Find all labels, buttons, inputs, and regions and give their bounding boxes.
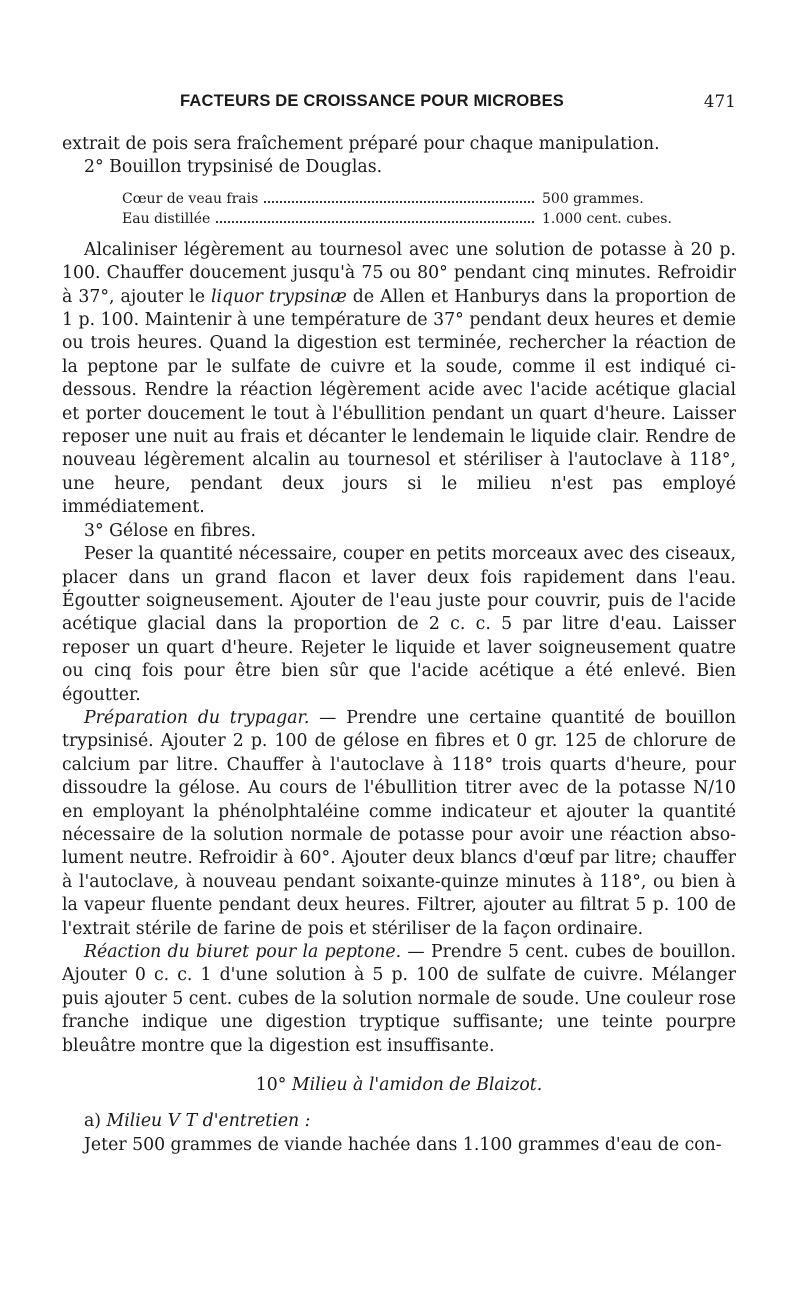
text-run: — Prendre une certaine quantité de bouillon trypsinisé. Ajouter 2 p. 100 de gélose en fibres et 0 gr. 125 de chlorure de calcium par litre. Chauffer à l'autoclave à 118° trois quarts d'heure, pour dissoudre la gélose. Au cours de l'ébullition titrer avec de la potasse N/10 en employant la phénolphtaléine comme indicateur et ajouter la quantité nécessaire de la solution normale de potasse pour avoir une réaction absolument neutre. Refroidir à 60°. Ajouter deux blancs d'œuf par litre; chauffer à l'autoclave, à nouveau pendant soixante-quinze minutes à 118°, ou bien à la vapeur fluente pendant deux heures. Filtrer, ajouter au filtrat 5 p. 100 de l'extrait stérile de farine de pois et stériliser de la façon ordinaire. xyxy=(62,707,736,939)
running-header xyxy=(170,88,740,116)
paragraph-viande: Jeter 500 grammes de viande hachée dans 1.100 grammes d'eau de con- xyxy=(84,1134,722,1155)
italic-run: liquor trypsinæ xyxy=(210,286,347,307)
paragraph-biuret xyxy=(62,941,736,1058)
running-title: FACTEURS DE CROISSANCE POUR MICROBES xyxy=(180,92,564,110)
section-heading xyxy=(62,1074,736,1097)
ingredient-quantity: 500 grammes. xyxy=(542,190,644,207)
item-2-heading: 2° Bouillon trypsinisé de Douglas. xyxy=(84,157,383,178)
dot-leader xyxy=(216,221,534,223)
paragraph-trypagar xyxy=(62,707,736,941)
italic-run: Préparation du trypagar. xyxy=(84,707,310,728)
text-run: a) xyxy=(84,1111,107,1132)
text-run: 10° xyxy=(255,1075,292,1096)
ingredient-label: Cœur de veau frais xyxy=(122,190,259,207)
text-run: — Prendre 5 cent. cubes de bouillon. Ajouter 0 c. c. 1 d'une solution à 5 p. 100 de sulfate de cuivre. Mélanger puis ajouter 5 cent. cubes de la solution normale de soude. Une couleur rose franche indique une digestion tryptique suffisante; une teinte pourpre bleuâtre montre que la digestion est insuffisante. xyxy=(62,942,736,1056)
subsection-a-heading xyxy=(62,1110,736,1133)
table-row xyxy=(122,189,678,209)
italic-run: Milieu à l'amidon de Blaizot. xyxy=(291,1075,543,1096)
italic-run: Réaction du biuret pour la peptone. xyxy=(84,942,402,962)
text-run: de Allen et Hanburys dans la proportion de 1 p. 100. Maintenir à une température de 37° pendant deux heures et demie ou trois heures. Quand la digestion est terminée, rechercher la réaction de la peptone par le sulfate de cuivre et la soude, comme il est indiqué ci-dessous. Rendre la réaction légèrement acide avec l'acide acétique glacial et porter doucement le tout à l'ébullition pendant un quart d'heure. Laisser reposer une nuit au frais et décanter le lendemain le liquide clair. Rendre de nouveau légèrement alcalin au tournesol et stériliser à l'autoclave à 118°, une heure, pendant deux jours si le milieu n'est pas employé immédiatement. xyxy=(62,286,736,518)
page-number: 471 xyxy=(703,92,736,111)
ingredients-table xyxy=(122,189,678,229)
dot-leader xyxy=(264,201,534,203)
italic-run: Milieu V T d'entretien : xyxy=(106,1111,311,1132)
table-row xyxy=(122,209,678,229)
page-body xyxy=(62,133,736,1157)
item-3-heading: 3° Gélose en fibres. xyxy=(84,520,256,541)
text-run: Alcaliniser légèrement au tournesol avec une solution de potasse à 20 p. 100. Chauffer doucement jusqu'à 75 ou 80° pendant cinq minutes. Refroidir à 37°, ajouter le xyxy=(62,239,736,307)
continued-line: extrait de pois sera fraîchement préparé pour chaque manipulation. xyxy=(62,134,660,154)
paragraph-alkalinize xyxy=(62,239,736,520)
ingredient-quantity: 1.000 cent. cubes. xyxy=(542,210,672,227)
paragraph-gelose: Peser la quantité nécessaire, couper en petits morceaux avec des ciseaux, placer dans un grand flacon et laver deux fois rapidement dans l'eau. Égoutter soigneusement. Ajouter de l'eau juste pour couvrir, puis de l'acide acétique glacial dans la proportion de 2 c. c. 5 par litre d'eau. Laisser reposer un quart d'heure. Rejeter le liquide et laver soigneusement quatre ou cinq fois pour être bien sûr que l'acide acétique a été enlevé. Bien égoutter. xyxy=(62,544,736,705)
ingredient-label: Eau distillée xyxy=(122,210,211,227)
